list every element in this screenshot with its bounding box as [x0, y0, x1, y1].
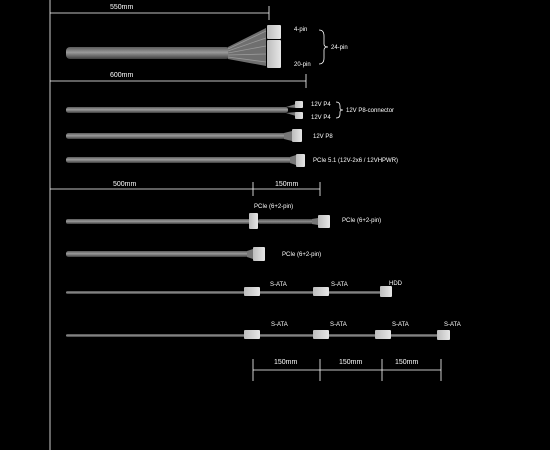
connector-sata-r2-2	[313, 330, 329, 339]
connector-20pin	[267, 40, 281, 68]
dimension-label-600mm: 600mm	[110, 72, 134, 79]
label-pcie-5-1: PCIe 5.1 (12V-2x6 / 12VHPWR)	[313, 158, 399, 164]
connector-hdd	[380, 286, 392, 297]
connector-pcie-b	[253, 247, 265, 261]
label-24pin: 24-pin	[331, 45, 348, 51]
dimension-550mm	[50, 4, 269, 20]
dimension-600mm	[50, 72, 306, 88]
connector-sata-r1-2	[313, 287, 329, 296]
dimension-sata-spacing	[253, 359, 441, 381]
pcie-single-cable	[66, 247, 321, 261]
connector-p4-a	[295, 101, 303, 108]
dimension-label-550mm: 550mm	[110, 4, 134, 11]
dimension-label-500mm: 500mm	[113, 181, 137, 188]
dimension-500mm-150mm	[50, 181, 320, 196]
label-sata-r1-1: S-ATA	[270, 282, 287, 288]
label-sata-r2-1: S-ATA	[271, 322, 288, 328]
label-p8: 12V P8	[313, 134, 333, 140]
brace-24pin	[319, 30, 328, 64]
cable-bundle	[66, 47, 230, 59]
label-p4-a: 12V P4	[311, 102, 331, 108]
label-hdd: HDD	[389, 281, 402, 287]
label-sata-r2-2: S-ATA	[330, 322, 347, 328]
label-p4-b: 12V P4	[311, 115, 331, 121]
connector-sata-r2-3	[375, 330, 391, 339]
cpu-p8-cable	[66, 129, 333, 142]
connector-4pin	[267, 25, 281, 39]
label-pcie-a1: PCIe (6+2-pin)	[254, 204, 294, 210]
connector-sata-r2-1	[244, 330, 260, 339]
connector-pcie-a1	[249, 213, 258, 229]
pcie-5-1-cable	[66, 154, 398, 167]
dimension-label-150mm-1: 150mm	[274, 359, 298, 366]
connector-sata-r2-4	[437, 330, 450, 340]
connector-p4-b	[295, 112, 303, 119]
dimension-label-150mm-pcie: 150mm	[275, 181, 299, 188]
sata-hdd-cable	[66, 281, 403, 297]
connector-pcie-a2	[318, 215, 330, 228]
label-sata-r1-2: S-ATA	[331, 282, 348, 288]
brace-p8	[336, 102, 343, 118]
label-sata-r2-3: S-ATA	[392, 322, 409, 328]
connector-12vhpwr	[296, 154, 305, 167]
label-p8-connector: 12V P8-connector	[346, 108, 395, 114]
atx-24pin-cable	[66, 25, 348, 68]
connector-p8	[292, 129, 302, 142]
label-pcie-a2: PCIe (6+2-pin)	[342, 218, 382, 224]
pcie-daisy-cable	[66, 204, 381, 229]
dimension-label-150mm-3: 150mm	[395, 359, 419, 366]
connector-sata-r1-1	[244, 287, 260, 296]
dimension-label-150mm-2: 150mm	[339, 359, 363, 366]
label-sata-r2-4: S-ATA	[444, 322, 461, 328]
label-20pin: 20-pin	[294, 62, 311, 68]
sata-4x-cable	[66, 322, 461, 340]
label-4pin: 4-pin	[294, 27, 308, 33]
cpu-p4-split-cable	[66, 101, 394, 121]
label-pcie-b: PCIe (6+2-pin)	[282, 252, 322, 258]
